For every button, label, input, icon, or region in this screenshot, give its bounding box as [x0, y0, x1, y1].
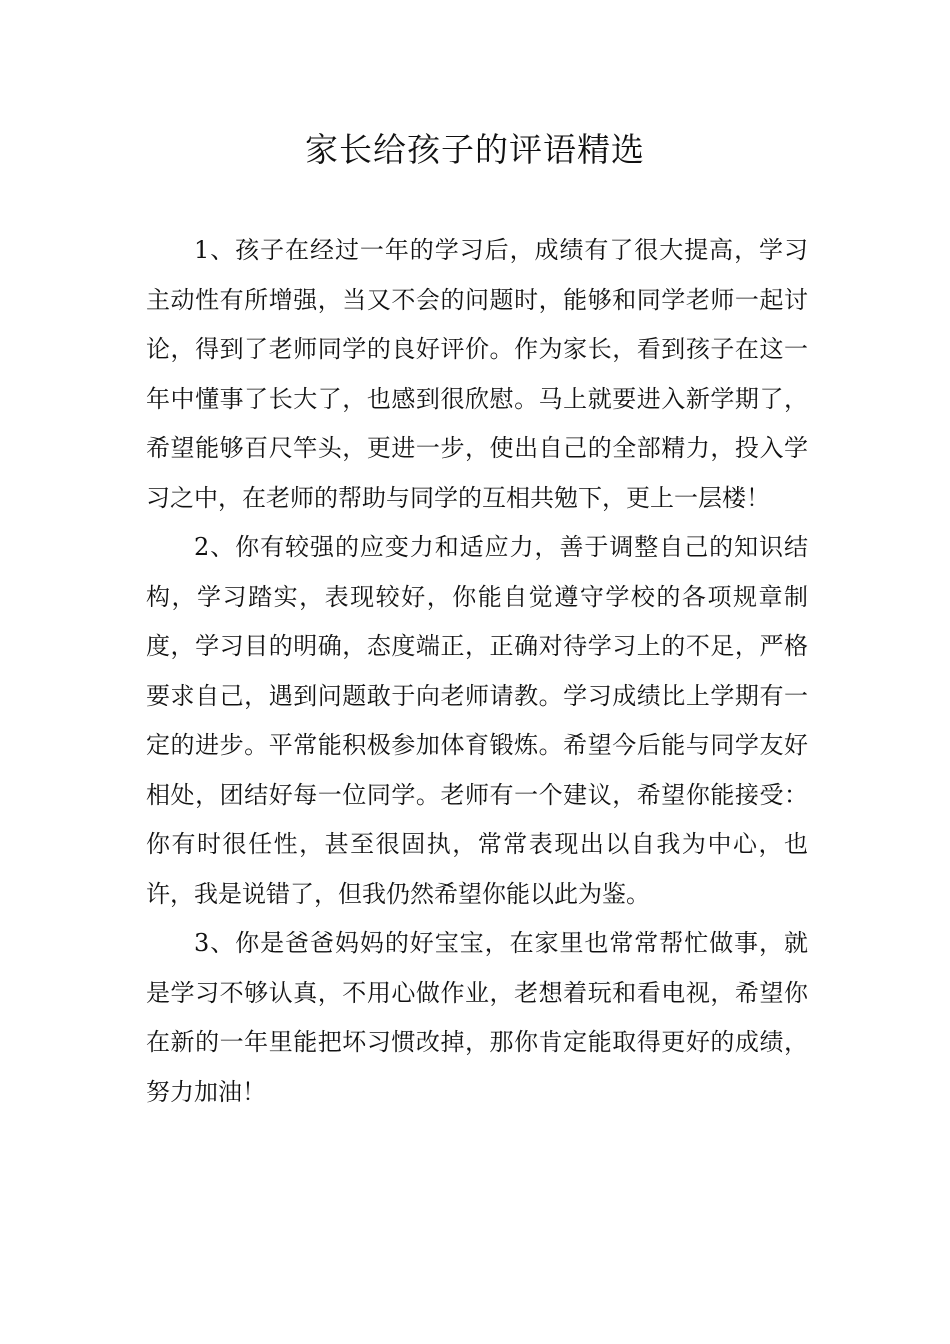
page-title: 家长给孩子的评语精选: [305, 130, 645, 169]
document-body: [146, 226, 808, 1117]
paragraph-2: 2、你有较强的应变力和适应力，善于调整自己的知识结构，学习踏实，表现较好，你能自觉遵守学校的各项规章制度，学习目的明确，态度端正，正确对待学习上的不足，严格要求自己，遇到问题敢于向老师请教。学习成绩比上学期有一定的进步。平常能积极参加体育锻炼。希望今后能与同学友好相处，团结好每一位同学。老师有一个建议，希望你能接受：你有时很任性，甚至很固执，常常表现出以自我为中心，也许，我是说错了，但我仍然希望你能以此为鉴。: [146, 533, 808, 908]
paragraph-3: 3、你是爸爸妈妈的好宝宝，在家里也常常帮忙做事，就是学习不够认真，不用心做作业，老想着玩和看电视，希望你在新的一年里能把坏习惯改掉，那你肯定能取得更好的成绩，努力加油！: [146, 929, 808, 1106]
paragraph-1: 1、孩子在经过一年的学习后，成绩有了很大提高，学习主动性有所增强，当又不会的问题时，能够和同学老师一起讨论，得到了老师同学的良好评价。作为家长，看到孩子在这一年中懂事了长大了，也感到很欣慰。马上就要进入新学期了，希望能够百尺竿头，更进一步，使出自己的全部精力，投入学习之中，在老师的帮助与同学的互相共勉下，更上一层楼！: [146, 236, 808, 512]
